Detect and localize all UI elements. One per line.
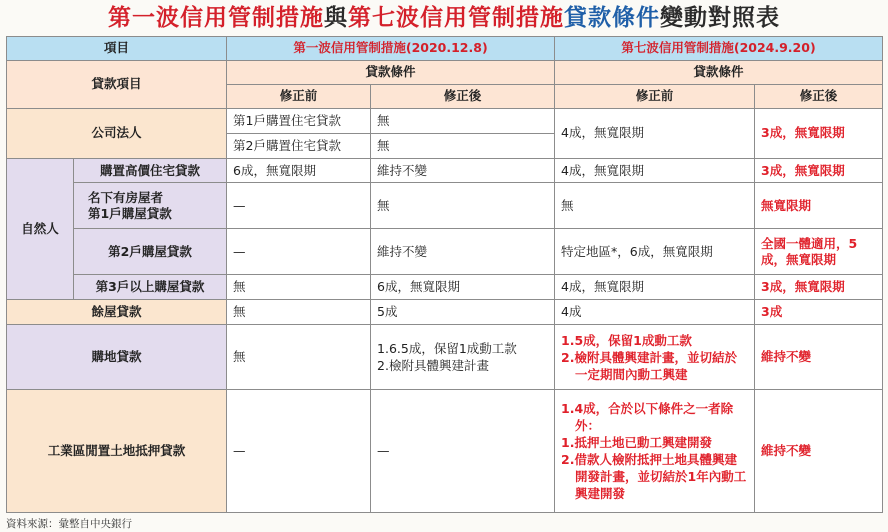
- np-w1-before: 無: [227, 274, 371, 299]
- header-item: 項目: [7, 37, 227, 61]
- remaining-w1-after: 5成: [371, 299, 555, 324]
- np-w1-after: 6成，無寬限期: [371, 274, 555, 299]
- header-wave1: 第一波信用管制措施(2020.12.8): [227, 37, 555, 61]
- title-part-comparison: 變動對照表: [660, 4, 780, 31]
- np-w1-before: —: [227, 229, 371, 275]
- industrial-label: 工業區閒置土地抵押貸款: [7, 390, 227, 513]
- remaining-w1-before: 無: [227, 299, 371, 324]
- table-row: [7, 274, 883, 299]
- np-w1-before: 6成，無寬限期: [227, 158, 371, 183]
- np-row-label: 第2戶購屋貸款: [74, 229, 227, 275]
- table-row: [7, 229, 883, 275]
- page-title: [0, 0, 888, 36]
- np-row-label: 第3戶以上購屋貸款: [74, 274, 227, 299]
- title-part-wave1: 第一波信用管制措施: [108, 4, 324, 31]
- industrial-w1-after: —: [371, 390, 555, 513]
- wave1-loan-conditions: 貸款條件: [227, 60, 555, 84]
- np-w7-after: 3成，無寬限期: [755, 274, 883, 299]
- table-row: [7, 390, 883, 513]
- table-row: [7, 108, 883, 133]
- list-item: 1.抵押土地已動工興建開發: [561, 435, 712, 451]
- remaining-label: 餘屋貸款: [7, 299, 227, 324]
- list-item: 1.5成，保留1成動工款: [561, 332, 692, 348]
- land-label: 購地貸款: [7, 324, 227, 389]
- remaining-w7-after: 3成: [755, 299, 883, 324]
- loan-items-label: 貸款項目: [7, 60, 227, 108]
- np-w7-after: 全國一體適用，5成，無寬限期: [755, 229, 883, 275]
- np-w1-after: 維持不變: [371, 158, 555, 183]
- table-row: [7, 60, 883, 84]
- title-part-wave7: 第七波信用管制措施: [348, 4, 564, 31]
- np-w1-after: 無: [371, 183, 555, 229]
- np-w7-after: 3成，無寬限期: [755, 158, 883, 183]
- land-w1-after: [371, 324, 555, 389]
- land-w7-after: 維持不變: [755, 324, 883, 389]
- header-wave7: 第七波信用管制措施(2024.9.20): [555, 37, 883, 61]
- np-row-label-line1: 名下有房屋者: [88, 189, 164, 205]
- title-part-loan-terms: 貸款條件: [564, 4, 660, 31]
- wave1-before-header: 修正前: [227, 84, 371, 108]
- np-w7-before: 4成，無寬限期: [555, 158, 755, 183]
- list-item: 1.6.5成，保留1成動工款: [377, 341, 517, 357]
- list-item: 2.檢附具體興建計畫，並切結於一定期間內動工興建: [561, 349, 737, 382]
- np-w7-before: 4成，無寬限期: [555, 274, 755, 299]
- list-item: 2.借款人檢附抵押土地具體興建開發計畫，並切結於1年內動工興建開發: [561, 452, 747, 502]
- company-w1-before-2: 第2戶購置住宅貸款: [227, 133, 371, 158]
- industrial-w1-before: —: [227, 390, 371, 513]
- table-header-row: [7, 37, 883, 61]
- list-item: 1.4成，合於以下條件之一者除外：: [561, 401, 734, 434]
- np-w7-before: 特定地區*，6成，無寬限期: [555, 229, 755, 275]
- company-label: 公司法人: [7, 108, 227, 158]
- table-row: [7, 299, 883, 324]
- title-connector: 與: [324, 4, 348, 31]
- wave7-before-header: 修正前: [555, 84, 755, 108]
- company-w1-after-2: 無: [371, 133, 555, 158]
- land-w1-before: 無: [227, 324, 371, 389]
- industrial-w7-after: 維持不變: [755, 390, 883, 513]
- np-w7-before: 無: [555, 183, 755, 229]
- company-w1-after-1: 無: [371, 108, 555, 133]
- wave7-after-header: 修正後: [755, 84, 883, 108]
- land-w7-before: [555, 324, 755, 389]
- table-row: [7, 158, 883, 183]
- industrial-w7-before: [555, 390, 755, 513]
- np-row-label: [74, 183, 227, 229]
- natural-person-label: 自然人: [7, 158, 74, 299]
- table-row: [7, 183, 883, 229]
- np-w7-after: 無寬限期: [755, 183, 883, 229]
- company-w1-before-1: 第1戶購置住宅貸款: [227, 108, 371, 133]
- source-note: 資料來源：彙整自中央銀行: [6, 518, 132, 530]
- list-item: 2.檢附具體興建計畫: [377, 358, 489, 374]
- table-row: [7, 324, 883, 389]
- np-row-label: 購置高價住宅貸款: [74, 158, 227, 183]
- comparison-table: [6, 36, 883, 513]
- company-w7-after: 3成，無寬限期: [755, 108, 883, 158]
- company-w7-before: 4成，無寬限期: [555, 108, 755, 158]
- np-row-label-line2: 第1戶購屋貸款: [88, 205, 172, 221]
- wave1-after-header: 修正後: [371, 84, 555, 108]
- np-w1-before: —: [227, 183, 371, 229]
- np-w1-after: 維持不變: [371, 229, 555, 275]
- wave7-loan-conditions: 貸款條件: [555, 60, 883, 84]
- remaining-w7-before: 4成: [555, 299, 755, 324]
